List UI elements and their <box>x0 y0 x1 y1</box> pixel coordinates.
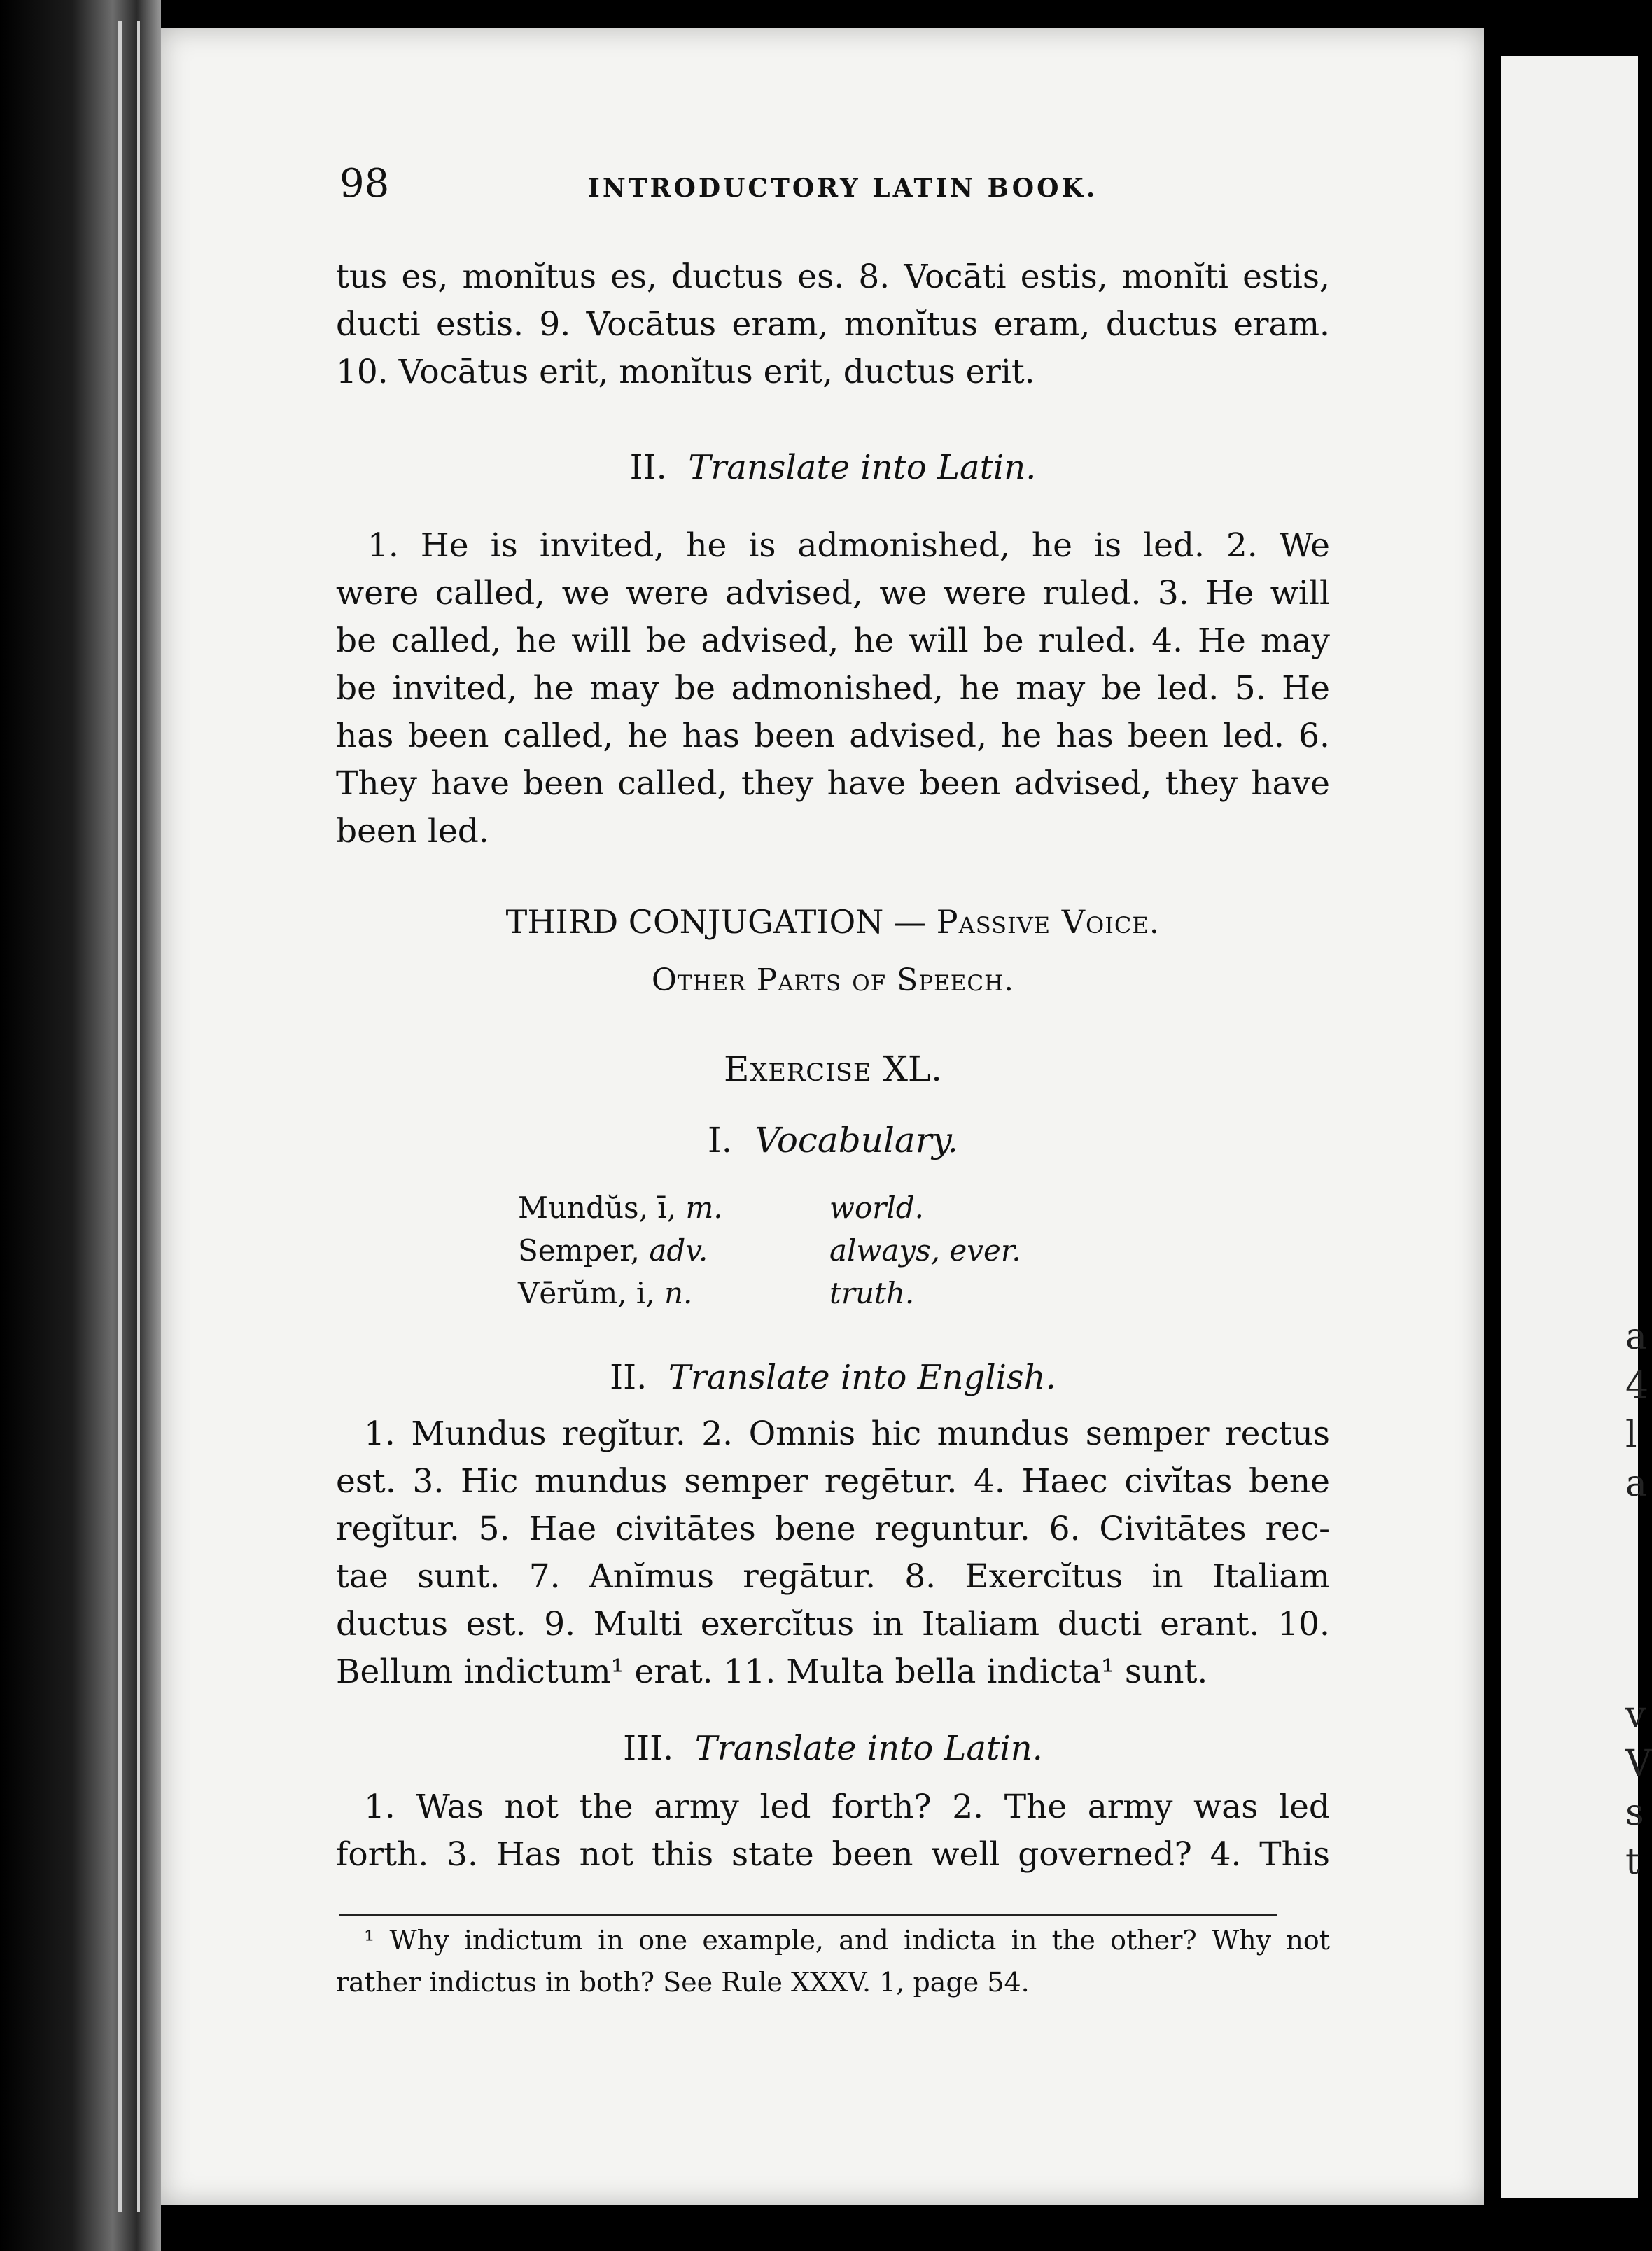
section-heading <box>336 1729 1330 1768</box>
vocab-word: Vērŭm, i, <box>518 1276 655 1310</box>
section-numeral: II. <box>629 448 667 487</box>
vocab-gram: m. <box>685 1191 723 1225</box>
vocab-english: truth. <box>830 1276 915 1310</box>
text-line: tae sunt. 7. Anĭmus regātur. 8. Exercĭtus in Italiam <box>336 1557 1330 1596</box>
facing-page-fragment: t <box>1625 1841 1640 1883</box>
facing-page-fragment: a <box>1625 1316 1648 1358</box>
vocabulary-list <box>518 1186 1148 1314</box>
facing-page-fragment: a <box>1625 1463 1648 1505</box>
exercise-paragraph <box>336 1410 1330 1696</box>
text-line: Bellum indictum¹ erat. 11. Multa bella indicta¹ sunt. <box>336 1653 1208 1691</box>
text-line: ducti estis. 9. Vocātus eram, monĭtus eram, ductus eram. <box>336 305 1330 344</box>
vocab-gram: adv. <box>649 1233 708 1268</box>
text-line: 1. Was not the army led forth? 2. The army was led <box>364 1788 1330 1826</box>
spine-edge <box>137 21 140 2212</box>
text-line: were called, we were advised, we were ruled. 3. He will <box>336 574 1330 612</box>
running-title: INTRODUCTORY LATIN BOOK. <box>588 174 1098 203</box>
section-numeral: II. <box>610 1358 648 1397</box>
exercise-paragraph <box>336 1783 1330 1879</box>
text-line: 1. He is invited, he is admonished, he is led. 2. We <box>368 526 1330 565</box>
chapter-title-voice: Passive Voice. <box>936 903 1161 941</box>
section-title: Translate into English. <box>668 1358 1056 1397</box>
section-title: Translate into Latin. <box>694 1729 1043 1768</box>
exercise-heading <box>336 1049 1330 1089</box>
chapter-subtitle: Other Parts of Speech. <box>651 962 1015 998</box>
section-heading <box>336 1358 1330 1397</box>
text-line: been led. <box>336 812 489 850</box>
vocabulary-entry <box>518 1229 1148 1272</box>
vocabulary-heading <box>336 1120 1330 1160</box>
section-numeral: III. <box>623 1729 674 1768</box>
chapter-title-main: THIRD CONJUGATION <box>505 903 884 941</box>
section-heading <box>336 448 1330 487</box>
vocab-latin <box>518 1186 723 1229</box>
footnote-line: ¹ Why indictum in one example, and indicta in the other? Why not <box>364 1925 1330 1956</box>
facing-page-fragment: V <box>1625 1743 1652 1785</box>
vocab-latin <box>518 1272 692 1314</box>
vocab-word: Mundŭs, ī, <box>518 1191 677 1225</box>
footnote-line: rather indictus in both? See Rule XXXV. 1, page 54. <box>336 1967 1030 1998</box>
facing-page-fragment: l <box>1625 1414 1637 1456</box>
text-line: regĭtur. 5. Hae civitātes bene reguntur. 6. Civitātes rec- <box>336 1510 1330 1548</box>
facing-page-fragment: s <box>1625 1792 1644 1834</box>
text-line: 1. Mundus regĭtur. 2. Omnis hic mundus semper rectus <box>364 1415 1330 1453</box>
footnote <box>336 1919 1330 2003</box>
book-spine <box>0 0 161 2251</box>
exercise-paragraph <box>336 522 1330 855</box>
text-line: ductus est. 9. Multi exercĭtus in Italiam ducti erant. 10. <box>336 1605 1330 1643</box>
facing-page-fragment: 4 <box>1625 1365 1649 1407</box>
vocabulary-entry <box>518 1272 1148 1314</box>
text-line: 10. Vocātus erit, monĭtus erit, ductus erit. <box>336 353 1035 391</box>
section-numeral: I. <box>707 1120 733 1160</box>
exercise-number: XL. <box>883 1049 943 1089</box>
text-line: tus es, monĭtus es, ductus es. 8. Vocāti estis, monĭti estis, <box>336 258 1330 296</box>
text-line: be called, he will be advised, he will be ruled. 4. He may <box>336 622 1330 660</box>
vocab-latin <box>518 1229 708 1272</box>
chapter-title <box>336 903 1330 941</box>
facing-page-fragment: v <box>1625 1694 1646 1736</box>
spine-edge <box>118 21 122 2212</box>
exercise-label: Exercise <box>723 1049 872 1089</box>
facing-page <box>1502 56 1638 2198</box>
vocabulary-entry <box>518 1186 1148 1229</box>
vocab-word: Semper, <box>518 1233 640 1268</box>
section-title: Translate into Latin. <box>688 448 1037 487</box>
chapter-title-dash: — <box>883 903 937 941</box>
text-line: forth. 3. Has not this state been well governed? 4. This <box>336 1835 1330 1874</box>
text-line: est. 3. Hic mundus semper regētur. 4. Haec civĭtas bene <box>336 1462 1330 1501</box>
vocab-english: world. <box>830 1191 924 1225</box>
carryover-paragraph <box>336 253 1330 396</box>
vocab-english: always, ever. <box>830 1233 1021 1268</box>
vocab-gram: n. <box>664 1276 693 1310</box>
footnote-rule <box>340 1914 1278 1916</box>
page-header <box>340 161 1340 217</box>
text-line: be invited, he may be admonished, he may be led. 5. He <box>336 669 1330 708</box>
text-line: has been called, he has been advised, he has been led. 6. <box>336 717 1330 755</box>
text-line: They have been called, they have been advised, they have <box>336 764 1330 803</box>
page-number: 98 <box>340 161 390 206</box>
section-title: Vocabulary. <box>755 1120 959 1160</box>
